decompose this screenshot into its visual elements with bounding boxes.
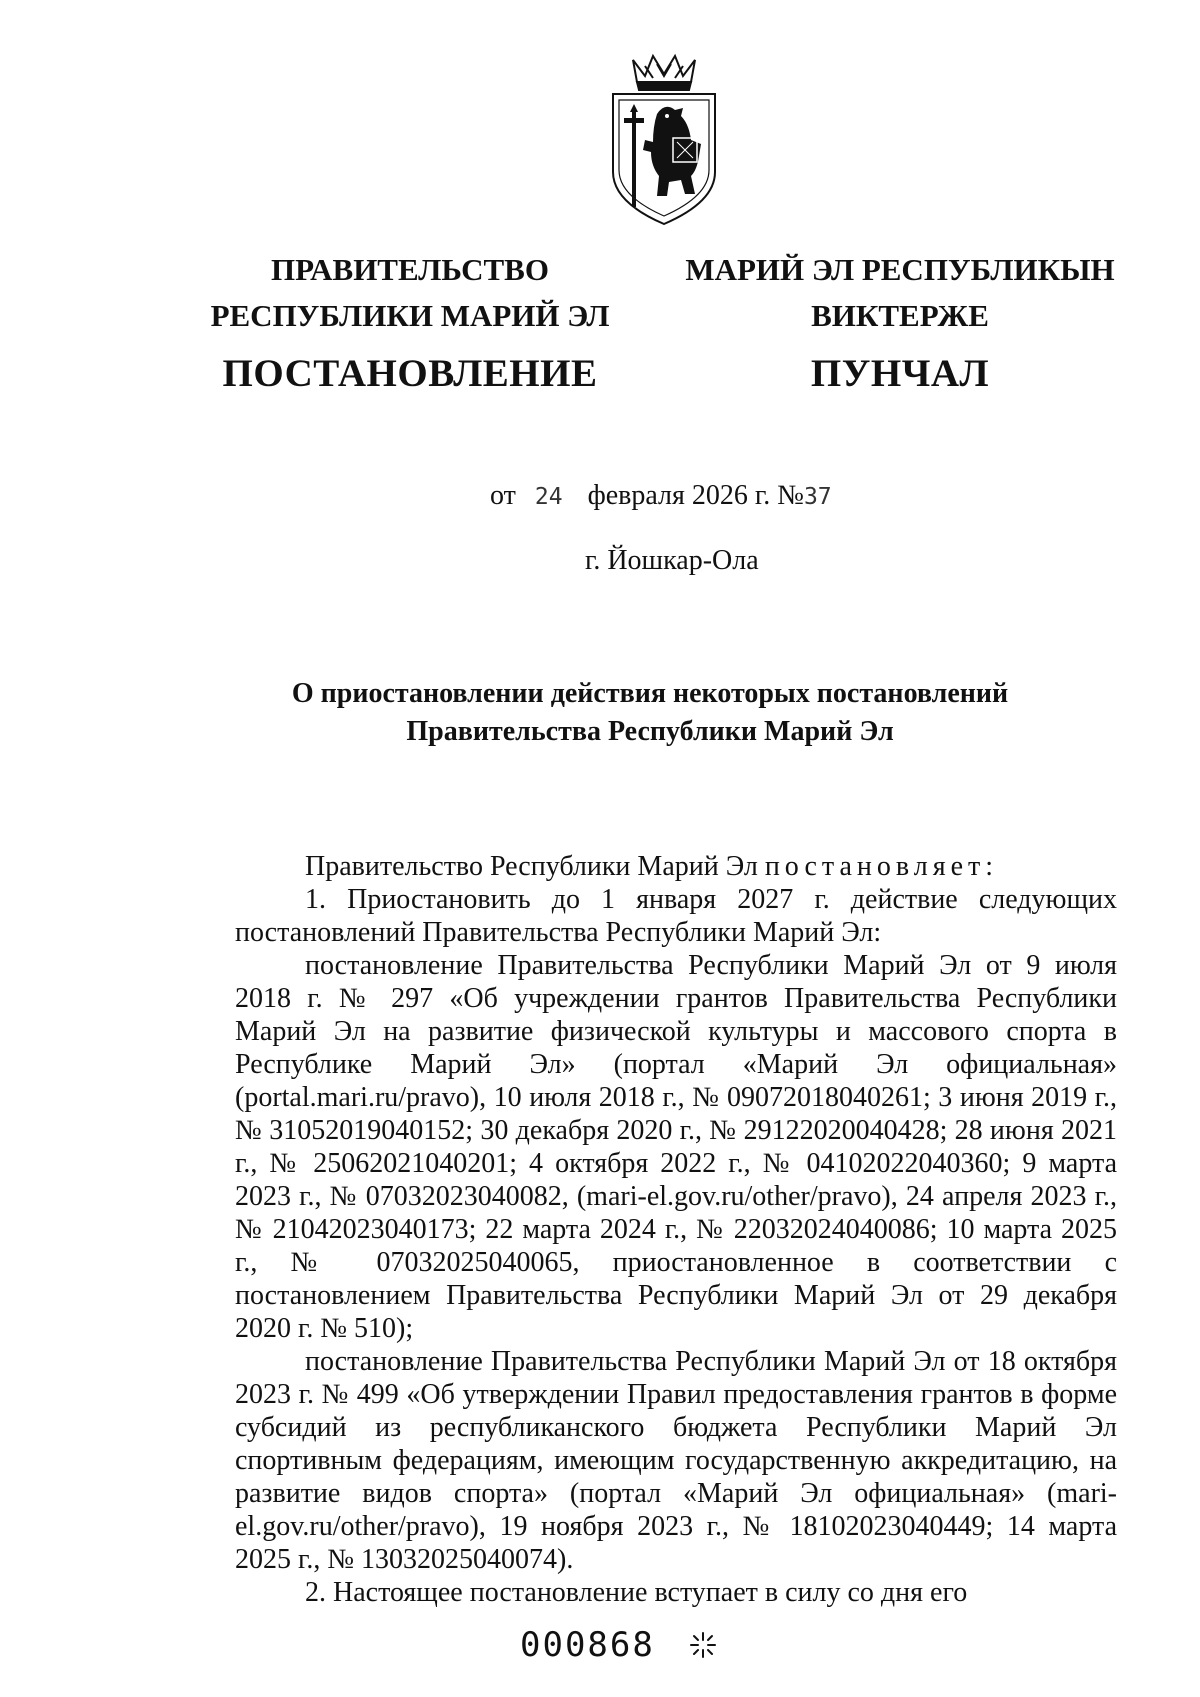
- header-left-line1: ПРАВИТЕЛЬСТВО: [271, 252, 549, 287]
- date-prefix: от: [490, 480, 516, 511]
- intro-lead: Правительство Республики Марий Эл: [305, 851, 758, 882]
- date-month-year: февраля 2026 г. №: [587, 480, 804, 511]
- paragraph-1: 1. Приостановить до 1 января 2027 г. действие следующих постановлений Правительства Республики Марий Эл:: [235, 884, 1117, 948]
- date-day: 24: [534, 484, 563, 510]
- document-city: г. Йошкар-Ола: [585, 545, 759, 576]
- document-body: [235, 850, 1117, 1609]
- subject-line2: Правительства Республики Марий Эл: [406, 716, 894, 747]
- asterisk-mark-icon: [688, 1630, 718, 1660]
- header-left-title: ПОСТАНОВЛЕНИЕ: [222, 352, 598, 395]
- document-serial-number: 000868: [520, 1625, 655, 1665]
- document-number: 37: [803, 484, 832, 510]
- header-right-title: ПУНЧАЛ: [810, 352, 990, 395]
- paragraph-3: постановление Правительства Республики Марий Эл от 18 октября 2023 г. № 499 «Об утверждении Правил предоставления грантов в форме субсидий из республиканского бюджета Республики Марий Эл спортивным федерациям, имеющим государственную аккредитацию, на развитие видов спорта» (портал «Марий Эл официальная» (mari-el.gov.ru/other/pravo), 19 ноября 2023 г., № 18102023040449; 14 марта 2025 г., № 13032025040074).: [235, 1346, 1117, 1575]
- subject-line1: О приостановлении действия некоторых постановлений: [291, 678, 1009, 709]
- header-left-line2: РЕСПУБЛИКИ МАРИЙ ЭЛ: [210, 298, 610, 333]
- header-right: [680, 247, 1120, 397]
- document-date-line: [490, 480, 832, 512]
- paragraph-2: постановление Правительства Республики Марий Эл от 9 июля 2018 г. № 297 «Об учреждении грантов Правительства Республики Марий Эл на развитие физической культуры и массового спорта в Республике Марий Эл» (портал «Марий Эл официальная» (portal.mari.ru/pravo), 10 июля 2018 г., № 09072018040261; 3 июня 2019 г., № 31052019040152; 30 декабря 2020 г., № 29122020040428; 28 июня 2021 г., № 25062021040201; 4 октября 2022 г., № 04102022040360; 9 марта 2023 г., № 07032023040082, (mari-el.gov.ru/other/pravo), 24 апреля 2023 г., № 21042023040173; 22 марта 2024 г., № 22032024040086; 10 марта 2025 г., № 07032025040065, приостановленное в соответствии с постановлением Правительства Республики Марий Эл от 29 декабря 2020 г. № 510);: [235, 950, 1117, 1344]
- paragraph-4: 2. Настоящее постановление вступает в силу со дня его: [305, 1577, 968, 1608]
- header-right-line1: МАРИЙ ЭЛ РЕСПУБЛИКЫН: [685, 252, 1115, 287]
- header-left: [195, 247, 625, 397]
- mari-el-coat-of-arms-icon: [605, 52, 723, 227]
- intro-paragraph: [235, 850, 1117, 883]
- document-subject: [220, 675, 1080, 751]
- intro-spaced: постановляет:: [764, 851, 999, 882]
- header-right-line2: ВИКТЕРЖЕ: [811, 298, 989, 333]
